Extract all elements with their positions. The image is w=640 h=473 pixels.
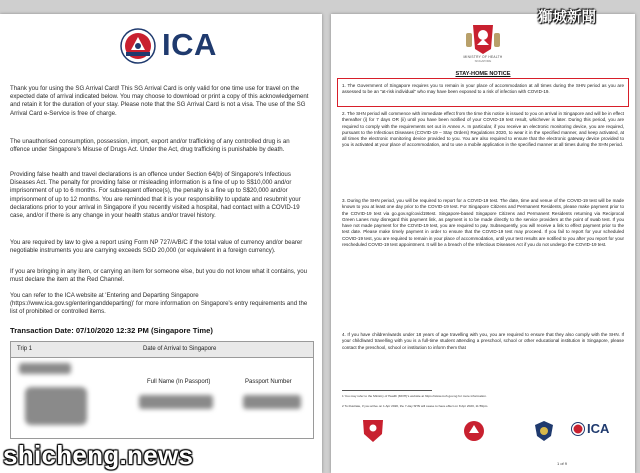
redacted-arrival-date <box>19 363 71 374</box>
shn-paragraph-4: 4. If you have children/wards under 18 years of age travelling with you, you are required to ensure that they also comply with the SHN. If your child/ward travelling with you is a full-time student attending a preschool, school or other educational institution in Singapore, please contact the preschool, school or institution to inform them that <box>342 332 624 350</box>
caption-chinese: 獅城新聞 <box>538 10 596 26</box>
footer-ica-logo-text: ICA <box>587 421 610 436</box>
moh-badge-icon <box>463 420 485 442</box>
trip-table-header <box>11 342 313 358</box>
redacted-photo <box>25 387 87 425</box>
police-badge-icon <box>533 420 555 442</box>
red-channel-paragraph: If you are bringing in any item, or carrying an item for someone else, but you do not know what it contains, you must declare the item at the Red Channel. <box>10 268 308 284</box>
trip-table <box>10 341 314 439</box>
drugs-paragraph: The unauthorised consumption, possession, import, export and/or trafficking of any controlled drug is an offence under Singapore's Misuse of Drugs Act. Under the Act, drug trafficking is punishable by death. <box>10 138 290 154</box>
transaction-date: Transaction Date: 07/10/2020 12:32 PM (Singapore Time) <box>10 326 213 335</box>
redacted-passport-number <box>243 395 301 409</box>
ministry-sub: SINGAPORE <box>474 59 492 63</box>
stay-home-notice-page <box>331 14 635 473</box>
shn-paragraph-3: 3. During the SHN period, you will be required to report for a COVID-19 test. The date, time and venue of the COVID-19 test will be made known to you at least one day prior to the COVID-19 test. For Singapore Citizens and Permanent Residents, please make payment prior to the COVID-19 test via go.gov.sg/covid19test. Singapore-based Singapore Citizens and Permanent Residents returning via Reciprocal Green Lanes may disregard this payment link, as payment is to be made directly to the service providers at the point of swab test. If you have not made payment for the COVID-19 test, you are required to pay. Subsequently, you will receive a link to effect payment prior to the test date. Please make timely payment in order to ensure that the COVID-19 test may proceed. If you fail to report for your scheduled COVID-19 test, you are required to remain in your place of accommodation, until your test results are notified to you after you report for your rescheduled COVID-19 test appointment. It will be a breach of the Infectious Diseases Act if you do not undergo the COVID-19 test. <box>342 198 624 248</box>
site-watermark: shicheng.news <box>3 440 194 470</box>
ministry-name: MINISTRY OF HEALTH <box>463 55 503 59</box>
false-declaration-paragraph: Providing false health and travel declarations is an offence under Section 64(b) of Singapore's Infectious Diseases Act. The penalty for providing false or misleading information is a fine of up to S$10,000 and/or imprisonment of up to 6 months. For subsequent offence(s), the penalty is a fine up to S$20,000 and/or imprisonment of up to 12 months. You are reminded that it is your responsibility to update and resubmit your declarations prior to your arrival in Singapore if you recently visited a hospital, had contact with a COVID-19 case, and/or if there is any change in your health status and/or travel history. <box>10 171 301 220</box>
moh-crest-icon <box>458 19 508 57</box>
page-number: 1 of 9 <box>557 461 568 466</box>
footer-logos <box>331 416 635 446</box>
footnote-2: 2 To illustrate, if you arrive on 1 Apr 2020, the 7-day SHN will cease to have effect on 8 Apr 2020, 11:59pm. <box>342 404 489 408</box>
ica-logo-text: ICA <box>162 27 217 62</box>
intro-paragraph: Thank you for using the SG Arrival Card! This SG Arrival Card is only valid for one time use for travel on the expected date of arrival indicated below. You may choose to download or print a copy of this acknowledgement and retain it for the duration of your stay. Please note that the SG Arrival Card is not a visa. The use of the SG Arrival Card e-Service is free of charge. <box>10 85 309 117</box>
trip-label: Trip 1 <box>17 346 33 352</box>
notice-title: STAY-HOME NOTICE <box>455 71 511 77</box>
sg-arrival-card-page <box>0 14 322 473</box>
shn-paragraph-1: 1. The Government of Singapore requires you to remain in your place of accommodation at all times during the SHN period as you are assessed to be an "at-risk individual" who may have been exposed to a risk of infection with COVID-19. <box>342 83 624 95</box>
ica-logo <box>120 24 230 68</box>
ica-small-seal-icon <box>571 422 585 436</box>
shn-paragraph-2: 2. The SHN period will commence with immediate effect from the time this notice is issued to you on arrival in Singapore and will be in effect thereafter (i) for 7 days OR (ii) until you have been notified of your COVID-19 test result, whichever is later. During this period, you are required to comply with the requirements set out in Annex A. In particular, if you receive an electronic monitoring device, you are required, pursuant to the Infectious Diseases (COVID-19 – Stay Orders) Regulations 2020, to wear it in the specified manner, and keep activated, at all times the electronic monitoring device provided to you. You are also required to ensure that the electronic gateway device provided to you is activated at your place of accommodation, and to use a mobile application in the specified manner at all times during the SHN period. <box>342 111 624 148</box>
full-name-label: Full Name (In Passport) <box>147 379 211 385</box>
redacted-full-name <box>139 395 213 409</box>
sg-crest-icon <box>361 418 385 444</box>
arrival-date-label: Date of Arrival to Singapore <box>143 346 217 352</box>
ica-seal-icon <box>120 28 156 64</box>
ica-website-paragraph: You can refer to the ICA website at 'Entering and Departing Singapore (https://www.ica.gov.sg/enteringanddeparting)' for more information on Singapore's entry requirements and the list of prohibited or controlled items. <box>10 292 308 316</box>
footnote-1: 1 You may refer to the Ministry of Health (MOH)'s website at https://www.moh.gov.sg for more information. <box>342 394 487 398</box>
passport-number-label: Passport Number <box>245 379 292 385</box>
currency-paragraph: You are required by law to give a report using Form NP 727/A/B/C if the total value of currency and/or bearer negotiable instruments you are carrying exceeds SGD 20,000 (or equivalent in a foreign currency). <box>10 239 303 255</box>
footnote-divider <box>342 390 432 391</box>
